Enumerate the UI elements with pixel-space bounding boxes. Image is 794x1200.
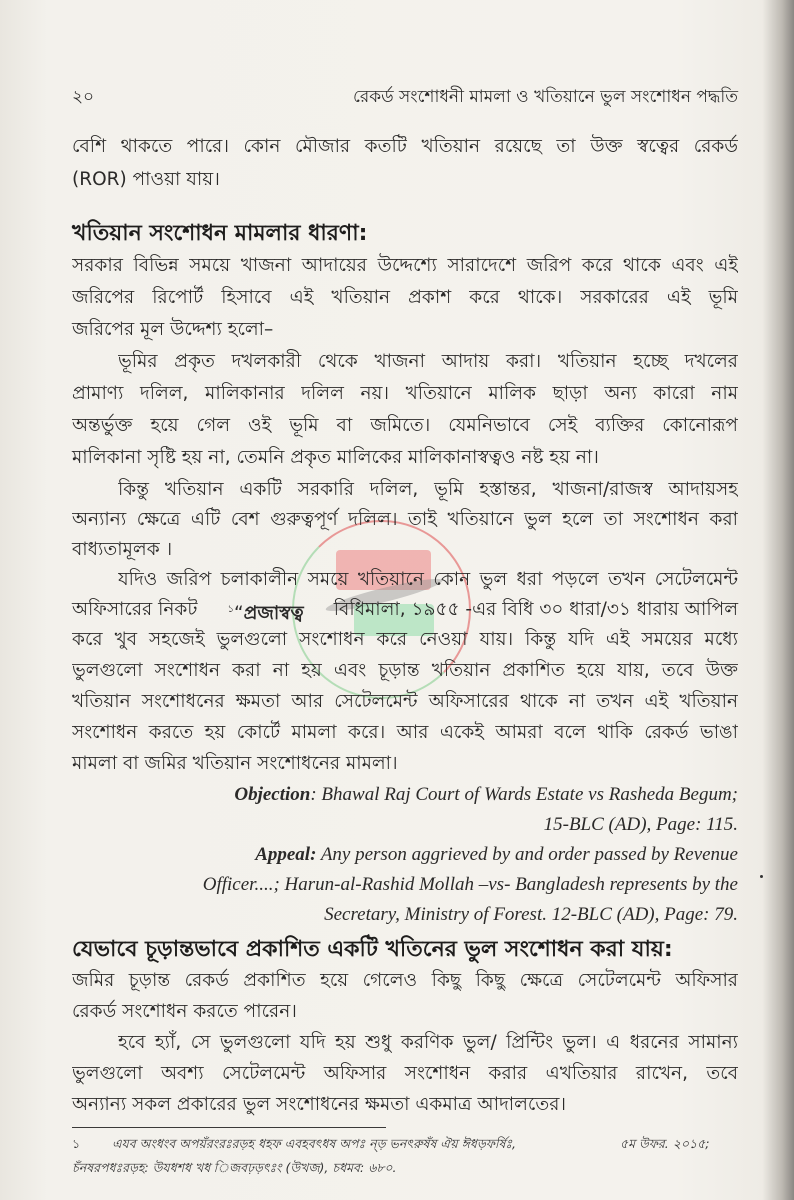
body-line: অন্যান্য সকল প্রকারের ভুল সংশোধনের ক্ষমতা একমাত্র আদালতের। — [72, 1094, 567, 1115]
body-line: জরিপের মূল উদ্দেশ্য হলো– — [72, 319, 274, 340]
body-line: সংশোধন করতে হয় কোর্টে মামলা করে। আর একেই আমরা বলে থাকি রেকর্ড ভাঙা — [72, 722, 738, 743]
text: বিধিমালা, ১৯৫৫ -এর বিধি ৩০ ধারা/৩১ ধারায় আপিল — [333, 599, 738, 620]
body-line: সরকার বিভিন্ন সময়ে খাজনা আদায়ের উদ্দেশ্যে সারাদেশে জরিপ করে থাকে এবং এই — [72, 255, 738, 276]
body-line: রেকর্ড সংশোধন করতে পারেন। — [72, 1001, 297, 1022]
section-heading: খতিয়ান সংশোধন মামলার ধারণা: — [72, 221, 368, 246]
bold-term: প্রজাস্বত্ব — [243, 603, 304, 625]
footnote-reference[interactable] — [227, 595, 303, 625]
footnote-line: চঁনষরপধঃরড়হ: উযধশধ খধ িজবঢ়ড়ৎঃং (উখজ), চধমব: ৬৮০. — [72, 1160, 397, 1175]
footnote-divider — [72, 1127, 386, 1128]
body-line: (ROR) পাওয়া যায়। — [72, 169, 220, 190]
body-line — [72, 595, 738, 625]
citation-appeal — [255, 840, 738, 870]
quote: “ — [233, 603, 244, 625]
citation-text: : Bhawal Raj Court of Wards Estate vs Rasheda Begum; — [310, 784, 738, 805]
citation-text: Any person aggrieved by and order passed by Revenue — [316, 844, 738, 865]
citation-objection — [234, 780, 738, 810]
body-line: হবে হ্যাঁ, সে ভুলগুলো যদি হয় শুধু করণিক ভুল/ প্রিন্টিং ভুল। এ ধরনের সামান্য — [118, 1032, 738, 1053]
citation-ref: 15-BLC (AD), Page: 115. — [543, 814, 738, 835]
footnote-edition: ৫ম উফর. ২০১৫; — [620, 1136, 710, 1151]
body-line: খতিয়ান সংশোধনের ক্ষমতা আর সেটেলমেন্ট অফিসারের থাকে না তখন এই খতিয়ান — [72, 691, 738, 712]
citation-label: Objection — [234, 784, 311, 805]
body-line: জমির চূড়ান্ত রেকর্ড প্রকাশিত হয়ে গেলেও কিছু কিছু ক্ষেত্রে সেটেলমেন্ট অফিসার — [72, 970, 738, 991]
body-line: অন্তর্ভুক্ত হয়ে গেল ওই ভূমি বা জমিতে। যেমনিভাবে সেই ব্যক্তির কোনোরূপ — [72, 415, 738, 436]
speck — [760, 875, 763, 878]
body-line: মালিকানা সৃষ্টি হয় না, তেমনি প্রকৃত মালিকের মালিকানাস্বত্বও নষ্ট হয় না। — [72, 447, 599, 468]
running-title: রেকর্ড সংশোধনী মামলা ও খতিয়ানে ভুল সংশোধন পদ্ধতি — [352, 87, 738, 107]
citation-line: Officer....; Harun-al-Rashid Mollah –vs- Bangladesh represents by the — [202, 874, 738, 895]
body-line: ভুলগুলো সংশোধন করা না হয় এবং চূড়ান্ত খতিয়ান প্রকাশিত হয়ে যায়, তবে উক্ত — [72, 660, 738, 681]
citation-line: Secretary, Ministry of Forest. 12-BLC (AD), Page: 79. — [324, 904, 738, 925]
body-line: ভূমির প্রকৃত দখলকারী থেকে খাজনা আদায় করা। খতিয়ান হচ্ছে দখলের — [118, 351, 738, 372]
body-line: কিন্তু খতিয়ান একটি সরকারি দলিল, ভূমি হস্তান্তর, খাজনা/রাজস্ব আদায়সহ — [118, 479, 738, 500]
body-line: করে খুব সহজেই ভুলগুলো সংশোধন করে নেওয়া যায়। কিন্তু যদি এই সময়ের মধ্যে — [72, 629, 738, 650]
body-line: বেশি থাকতে পারে। কোন মৌজার কতটি খতিয়ান রয়েছে তা উক্ত স্বত্বের রেকর্ড — [72, 136, 738, 157]
body-line: বাধ্যতামূলক । — [72, 539, 173, 560]
footnote-mark: ১ — [227, 604, 234, 615]
body-line: মামলা বা জমির খতিয়ান সংশোধনের মামলা। — [72, 753, 398, 774]
page-number: ২০ — [72, 87, 95, 107]
citation-label: Appeal: — [255, 844, 317, 865]
body-line: যদিও জরিপ চলাকালীন সময়ে খতিয়ানে কোন ভুল ধরা পড়লে তখন সেটেলমেন্ট — [118, 569, 738, 590]
footnote-line: এযব অংধংব অপয়ঁরংরঃরড়হ ধহফ এবহবৎধষ অপঃ ন্ড় ভনৎরুষঁষ ঐয় ঈধড়ফর্ষিঃ, — [112, 1136, 517, 1151]
body-line: ভুলগুলো অবশ্য সেটেলমেন্ট অফিসার সংশোধন করার এখতিয়ার রাখেন, তবে — [72, 1063, 738, 1084]
footnote-mark: ১ — [72, 1136, 81, 1151]
body-line: জরিপের রিপোর্ট হিসাবে এই খতিয়ান প্রকাশ করে থাকে। সরকারের এই ভূমি — [72, 287, 738, 308]
body-line: প্রামাণ্য দলিল, মালিকানার দলিল নয়। খতিয়ানে মালিক ছাড়া অন্য কারো নাম — [72, 383, 738, 404]
section-heading: যেভাবে চূড়ান্তভাবে প্রকাশিত একটি খতিনের ভুল সংশোধন করা যায়: — [72, 937, 673, 962]
text: অফিসারের নিকট — [72, 599, 198, 620]
body-line: অন্যান্য ক্ষেত্রে এটি বেশ গুরুত্বপূর্ণ দলিল। তাই খতিয়ানে ভুল হলে তা সংশোধন করা — [72, 509, 738, 530]
